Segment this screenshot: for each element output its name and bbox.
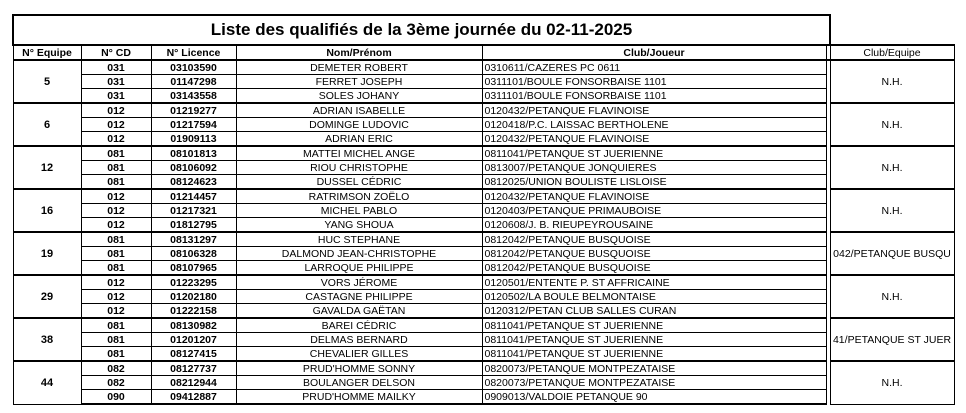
player-club: 0120403/PETANQUE PRIMAUBOISE — [482, 204, 826, 218]
player-club: 0120432/PETANQUE FLAVINOISE — [482, 103, 826, 118]
table-row — [13, 60, 954, 75]
player-licence: 08124623 — [151, 175, 236, 190]
player-cd: 012 — [81, 290, 151, 304]
player-licence: 01222158 — [151, 304, 236, 319]
player-name: SOLES JOHANY — [236, 89, 482, 104]
player-club: 0812042/PETANQUE BUSQUOISE — [482, 261, 826, 276]
team-number: 16 — [13, 189, 81, 232]
team-number: 44 — [13, 361, 81, 404]
table-row — [13, 89, 954, 104]
player-club: 0811041/PETANQUE ST JUERIENNE — [482, 318, 826, 333]
player-name: FERRET JOSEPH — [236, 75, 482, 89]
player-cd: 081 — [81, 232, 151, 247]
header-cd: N° CD — [81, 45, 151, 60]
table-row — [13, 103, 954, 118]
player-licence: 03143558 — [151, 89, 236, 104]
table-row — [13, 146, 954, 161]
player-licence: 08101813 — [151, 146, 236, 161]
table-row — [13, 218, 954, 233]
page-title: Liste des qualifiés de la 3ème journée du 02-11-2025 — [13, 15, 830, 45]
header-equipe: N° Equipe — [13, 45, 81, 60]
player-licence: 01147298 — [151, 75, 236, 89]
player-cd: 012 — [81, 189, 151, 204]
player-name: PRUD'HOMME SONNY — [236, 361, 482, 376]
player-cd: 081 — [81, 318, 151, 333]
team-club-equipe: N.H. — [830, 275, 954, 318]
player-licence: 01812795 — [151, 218, 236, 233]
player-name: HUC STEPHANE — [236, 232, 482, 247]
player-licence: 08130982 — [151, 318, 236, 333]
player-licence: 08127737 — [151, 361, 236, 376]
player-licence: 01217594 — [151, 118, 236, 132]
player-name: DUSSEL CÉDRIC — [236, 175, 482, 190]
table-row — [13, 261, 954, 276]
player-club: 0310611/CAZERES PC 0611 — [482, 60, 826, 75]
player-licence: 08212944 — [151, 376, 236, 390]
header-licence: N° Licence — [151, 45, 236, 60]
player-licence: 09412887 — [151, 390, 236, 405]
table-row — [13, 204, 954, 218]
table-row — [13, 189, 954, 204]
player-club: 0811041/PETANQUE ST JUERIENNE — [482, 333, 826, 347]
player-cd: 081 — [81, 247, 151, 261]
player-cd: 081 — [81, 146, 151, 161]
player-licence: 08127415 — [151, 347, 236, 362]
player-cd: 031 — [81, 89, 151, 104]
player-cd: 081 — [81, 347, 151, 362]
player-cd: 012 — [81, 275, 151, 290]
table-row — [13, 247, 954, 261]
team-number: 38 — [13, 318, 81, 361]
player-club: 0120312/PETAN CLUB SALLES CURAN — [482, 304, 826, 319]
table-row — [13, 161, 954, 175]
qualified-table — [12, 14, 955, 405]
table-row — [13, 118, 954, 132]
player-licence: 08106328 — [151, 247, 236, 261]
player-cd: 081 — [81, 333, 151, 347]
player-name: GAVALDA GAËTAN — [236, 304, 482, 319]
table-row — [13, 290, 954, 304]
player-licence: 08106092 — [151, 161, 236, 175]
player-club: 0812025/UNION BOULISTE LISLOISE — [482, 175, 826, 190]
player-name: BOULANGER DELSON — [236, 376, 482, 390]
player-name: RATRIMSON ZOËLO — [236, 189, 482, 204]
team-club-equipe: N.H. — [830, 361, 954, 404]
table-row — [13, 333, 954, 347]
player-cd: 031 — [81, 60, 151, 75]
table-row — [13, 390, 954, 405]
player-name: ADRIAN ISABELLE — [236, 103, 482, 118]
player-licence: 01909113 — [151, 132, 236, 147]
team-club-equipe: N.H. — [830, 60, 954, 103]
player-cd: 081 — [81, 261, 151, 276]
player-club: 0813007/PETANQUE JONQUIERES — [482, 161, 826, 175]
player-club: 0811041/PETANQUE ST JUERIENNE — [482, 347, 826, 362]
player-club: 0811041/PETANQUE ST JUERIENNE — [482, 146, 826, 161]
player-name: DOMINGE LUDOVIC — [236, 118, 482, 132]
player-cd: 012 — [81, 204, 151, 218]
player-name: CHEVALIER GILLES — [236, 347, 482, 362]
qualified-list-sheet — [12, 14, 955, 405]
team-number: 19 — [13, 232, 81, 275]
player-cd: 081 — [81, 175, 151, 190]
player-cd: 090 — [81, 390, 151, 405]
player-cd: 082 — [81, 361, 151, 376]
header-club-joueur: Club/Joueur — [482, 45, 826, 60]
player-club: 0812042/PETANQUE BUSQUOISE — [482, 232, 826, 247]
player-club: 0120432/PETANQUE FLAVINOISE — [482, 132, 826, 147]
player-name: YANG SHOUA — [236, 218, 482, 233]
player-cd: 031 — [81, 75, 151, 89]
player-name: ADRIAN ERIC — [236, 132, 482, 147]
player-name: LARROQUE PHILIPPE — [236, 261, 482, 276]
team-number: 29 — [13, 275, 81, 318]
team-club-equipe: 41/PETANQUE ST JUER — [830, 318, 954, 361]
header-nom: Nom/Prénom — [236, 45, 482, 60]
player-cd: 012 — [81, 118, 151, 132]
player-name: CASTAGNE PHILIPPE — [236, 290, 482, 304]
player-cd: 012 — [81, 103, 151, 118]
table-row — [13, 318, 954, 333]
player-club: 0120608/J. B. RIEUPEYROUSAINE — [482, 218, 826, 233]
team-club-equipe: N.H. — [830, 146, 954, 189]
player-licence: 03103590 — [151, 60, 236, 75]
player-name: MICHEL PABLO — [236, 204, 482, 218]
player-club: 0311101/BOULE FONSORBAISE 1101 — [482, 75, 826, 89]
player-name: DEMETER ROBERT — [236, 60, 482, 75]
player-licence: 01214457 — [151, 189, 236, 204]
player-club: 0909013/VALDOIE PETANQUE 90 — [482, 390, 826, 405]
team-number: 5 — [13, 60, 81, 103]
player-cd: 082 — [81, 376, 151, 390]
player-club: 0820073/PETANQUE MONTPEZATAISE — [482, 376, 826, 390]
table-row — [13, 304, 954, 319]
table-row — [13, 275, 954, 290]
player-club: 0812042/PETANQUE BUSQUOISE — [482, 247, 826, 261]
player-name: MATTEI MICHEL ANGE — [236, 146, 482, 161]
player-cd: 012 — [81, 304, 151, 319]
player-name: VORS JÉROME — [236, 275, 482, 290]
player-licence: 08107965 — [151, 261, 236, 276]
table-row — [13, 75, 954, 89]
table-row — [13, 232, 954, 247]
player-licence: 01201207 — [151, 333, 236, 347]
player-licence: 01202180 — [151, 290, 236, 304]
player-cd: 012 — [81, 132, 151, 147]
team-number: 6 — [13, 103, 81, 146]
player-licence: 01223295 — [151, 275, 236, 290]
header-club-equipe: Club/Equipe — [830, 45, 954, 60]
table-row — [13, 376, 954, 390]
player-name: DALMOND JEAN-CHRISTOPHE — [236, 247, 482, 261]
player-licence: 01217321 — [151, 204, 236, 218]
player-name: DELMAS BERNARD — [236, 333, 482, 347]
player-cd: 012 — [81, 218, 151, 233]
player-licence: 08131297 — [151, 232, 236, 247]
team-club-equipe: N.H. — [830, 189, 954, 232]
table-row — [13, 361, 954, 376]
player-name: PRUD'HOMME MAILKY — [236, 390, 482, 405]
player-club: 0311101/BOULE FONSORBAISE 1101 — [482, 89, 826, 104]
player-name: BAREI CÉDRIC — [236, 318, 482, 333]
table-row — [13, 132, 954, 147]
player-club: 0120501/ENTENTE P. ST AFFRICAINE — [482, 275, 826, 290]
player-club: 0820073/PETANQUE MONTPEZATAISE — [482, 361, 826, 376]
team-club-equipe: 042/PETANQUE BUSQU — [830, 232, 954, 275]
player-name: RIOU CHRISTOPHE — [236, 161, 482, 175]
team-club-equipe: N.H. — [830, 103, 954, 146]
team-number: 12 — [13, 146, 81, 189]
player-club: 0120418/P.C. LAISSAC BERTHOLENE — [482, 118, 826, 132]
player-licence: 01219277 — [151, 103, 236, 118]
table-row — [13, 175, 954, 190]
table-row — [13, 347, 954, 362]
player-club: 0120502/LA BOULE BELMONTAISE — [482, 290, 826, 304]
player-cd: 081 — [81, 161, 151, 175]
player-club: 0120432/PETANQUE FLAVINOISE — [482, 189, 826, 204]
